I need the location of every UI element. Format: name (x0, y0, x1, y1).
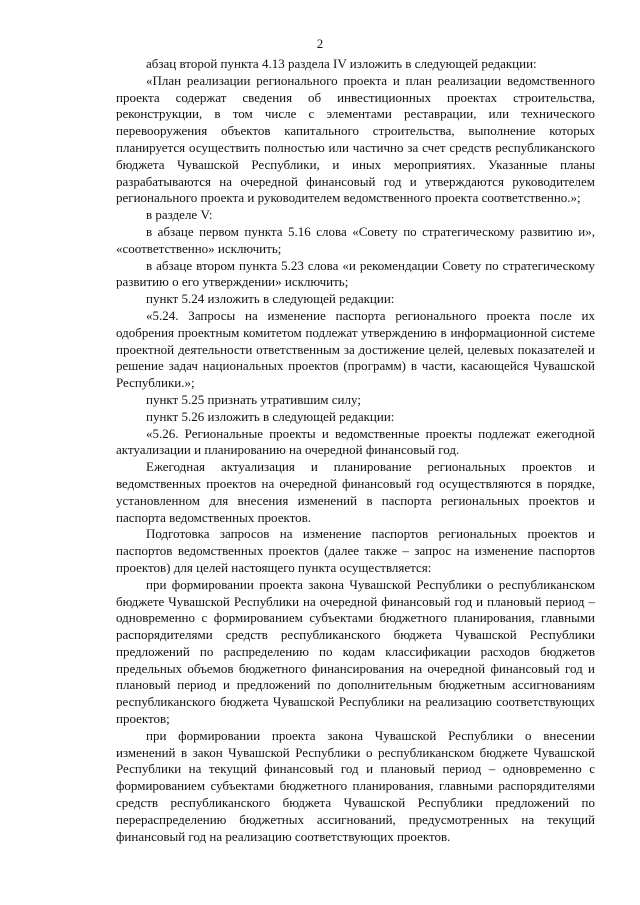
paragraph: в абзаце втором пункта 5.23 слова «и рекомендации Совету по стратегическому развитию о его утверждении» исключить; (116, 257, 595, 290)
paragraph: «5.24. Запросы на изменение паспорта регионального проекта после их одобрения проектным комитетом подлежат утверждению в информационной системе проектной деятельности ответственным за достижение целей, целевых показателей и решение задач национальных проектов (программ) в части, касающейся Чувашской Республики.»; (116, 307, 595, 391)
paragraph: при формировании проекта закона Чувашской Республики о внесении изменений в закон Чувашской Республики о республиканском бюджете Чувашской Республики на текущий финансовый год и плановый период – одновременно с формированием субъектами бюджетного планирования, главными распорядителями средств республиканского бюджета Чувашской Республики предложений по перераспределению бюджетных ассигнований, предусмотренных на текущий финансовый год на реализацию соответствующих проектов. (116, 727, 595, 844)
paragraph: пункт 5.25 признать утратившим силу; (146, 391, 361, 407)
paragraph: «5.26. Региональные проекты и ведомственные проекты подлежат ежегодной актуализации и планированию на очередной финансовый год. (116, 425, 595, 458)
page-number: 2 (316, 36, 324, 51)
paragraph: при формировании проекта закона Чувашской Республики о республиканском бюджете Чувашской Республики на очередной финансовый год и плановый период – одновременно с формированием субъектами бюджетного планирования, главными распорядителями средств республиканского бюджета Чувашской Республики предложений по распределению по кодам классификации расходов бюджетов предельных объемов бюджетного финансирования на очередной финансовый год и плановый период и предложений по дополнительным бюджетным ассигнованиям республиканского бюджета Чувашской Республики на реализацию соответствующих проектов; (116, 576, 595, 727)
paragraph: абзац второй пункта 4.13 раздела IV изложить в следующей редакции: (146, 56, 537, 71)
paragraph: Ежегодная актуализация и планирование региональных проектов и ведомственных проектов на очередной финансовый год осуществляются в порядке, установленном для внесения изменений в паспорта региональных проектов и паспорта ведомственных проектов. (116, 459, 595, 525)
paragraph: «План реализации регионального проекта и план реализации ведомственного проекта содержат сведения об инвестиционных проектах строительства, реконструкции, в том числе с элементами реставрации, или технического перевооружения объектов капитального строительства, выполнение которых планируется осуществить полностью или частично за счет средств республиканского бюджета Чувашской Республики, и иных мероприятиях. Указанные планы разрабатываются на очередной финансовый год и утверждаются руководителем регионального проекта и руководителем ведомственного проекта соответственно.»; (116, 72, 595, 206)
paragraph: в разделе V: (146, 207, 213, 223)
paragraph: пункт 5.26 изложить в следующей редакции: (146, 408, 395, 424)
paragraph: пункт 5.24 изложить в следующей редакции: (146, 291, 395, 307)
paragraph: Подготовка запросов на изменение паспортов региональных проектов и паспортов ведомственных проектов (далее также – запрос на изменение паспортов проектов) для целей настоящего пункта осуществляется: (116, 526, 595, 575)
document-body (116, 56, 595, 845)
paragraph: в абзаце первом пункта 5.16 слова «Совету по стратегическому развитию и», «соответственно» исключить; (116, 223, 595, 256)
